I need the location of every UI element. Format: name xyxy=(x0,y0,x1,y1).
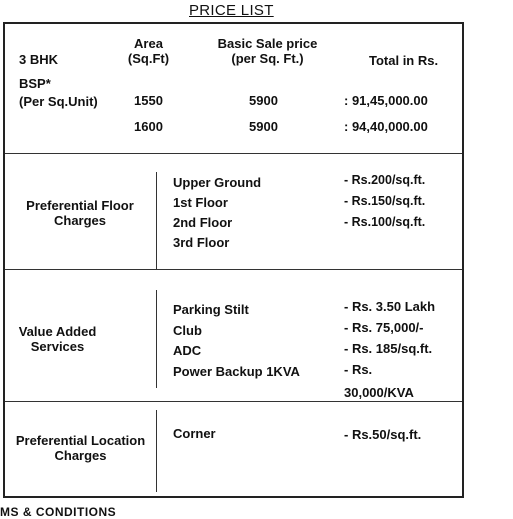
floor-item: Upper Ground xyxy=(173,175,262,190)
col-header-total: Total in Rs. xyxy=(369,53,439,68)
floor-charge: - Rs.150/sq.ft. xyxy=(344,194,426,208)
floor-item: 2nd Floor xyxy=(173,215,233,230)
service-item: Club xyxy=(173,322,202,338)
service-item: ADC xyxy=(173,343,202,358)
plc-location-label-line1: Preferential Location xyxy=(15,433,146,448)
value-added-label-line1: Value Added xyxy=(18,324,97,339)
section-divider xyxy=(5,153,462,154)
service-charge-cont: 30,000/KVA xyxy=(344,385,414,400)
service-charge: - Rs. xyxy=(344,362,373,377)
terms-heading: MS & CONDITIONS xyxy=(0,505,117,519)
section-divider xyxy=(5,269,462,270)
column-divider xyxy=(156,410,157,492)
col-header-bsp xyxy=(205,36,330,66)
bsp-label-line1: BSP* xyxy=(19,76,51,91)
bsp-row-total: : 91,45,000.00 xyxy=(344,93,428,108)
plc-floor-label xyxy=(10,198,150,228)
plc-floor-label-line2: Charges xyxy=(53,213,107,228)
col-header-bsp-line1: Basic Sale price xyxy=(217,36,318,51)
bsp-row-rate: 5900 xyxy=(249,93,278,108)
value-added-items xyxy=(173,300,300,382)
service-charge: - Rs. 3.50 Lakh xyxy=(344,299,436,314)
floor-item: 3rd Floor xyxy=(173,235,230,250)
col-header-area-line1: Area xyxy=(134,36,163,51)
section-divider xyxy=(5,401,462,402)
col-header-area xyxy=(121,36,176,66)
plc-location-label xyxy=(8,433,153,463)
bsp-label-line2: (Per Sq.Unit) xyxy=(19,94,98,109)
location-item: Corner xyxy=(173,426,216,441)
location-charge: - Rs.50/sq.ft. xyxy=(344,427,422,442)
page-title: PRICE LIST xyxy=(189,2,274,19)
service-item: Parking Stilt xyxy=(173,302,249,317)
service-charge: - Rs. 75,000/- xyxy=(344,320,424,335)
bsp-row-area: 1600 xyxy=(134,119,163,134)
bsp-row-rate: 5900 xyxy=(249,119,278,134)
column-divider xyxy=(156,290,157,388)
plc-floor-label-line1: Preferential Floor xyxy=(26,198,134,213)
floor-charge: - Rs.200/sq.ft. xyxy=(344,173,426,187)
value-added-label-line2: Services xyxy=(30,339,85,354)
bsp-row-total: : 94,40,000.00 xyxy=(344,119,428,134)
plc-floor-items xyxy=(173,173,261,253)
floor-charge: - Rs.100/sq.ft. xyxy=(344,215,426,229)
column-divider xyxy=(156,172,157,269)
value-added-label xyxy=(10,324,105,354)
service-charge: - Rs. 185/sq.ft. xyxy=(344,341,433,356)
plc-location-label-line2: Charges xyxy=(54,448,107,463)
service-item: Power Backup 1KVA xyxy=(173,363,300,379)
col-header-type: 3 BHK xyxy=(19,52,59,67)
col-header-area-line2: (Sq.Ft) xyxy=(127,51,170,66)
bsp-row-area: 1550 xyxy=(134,93,163,108)
col-header-bsp-line2: (per Sq. Ft.) xyxy=(231,51,304,66)
floor-item: 1st Floor xyxy=(173,195,228,210)
